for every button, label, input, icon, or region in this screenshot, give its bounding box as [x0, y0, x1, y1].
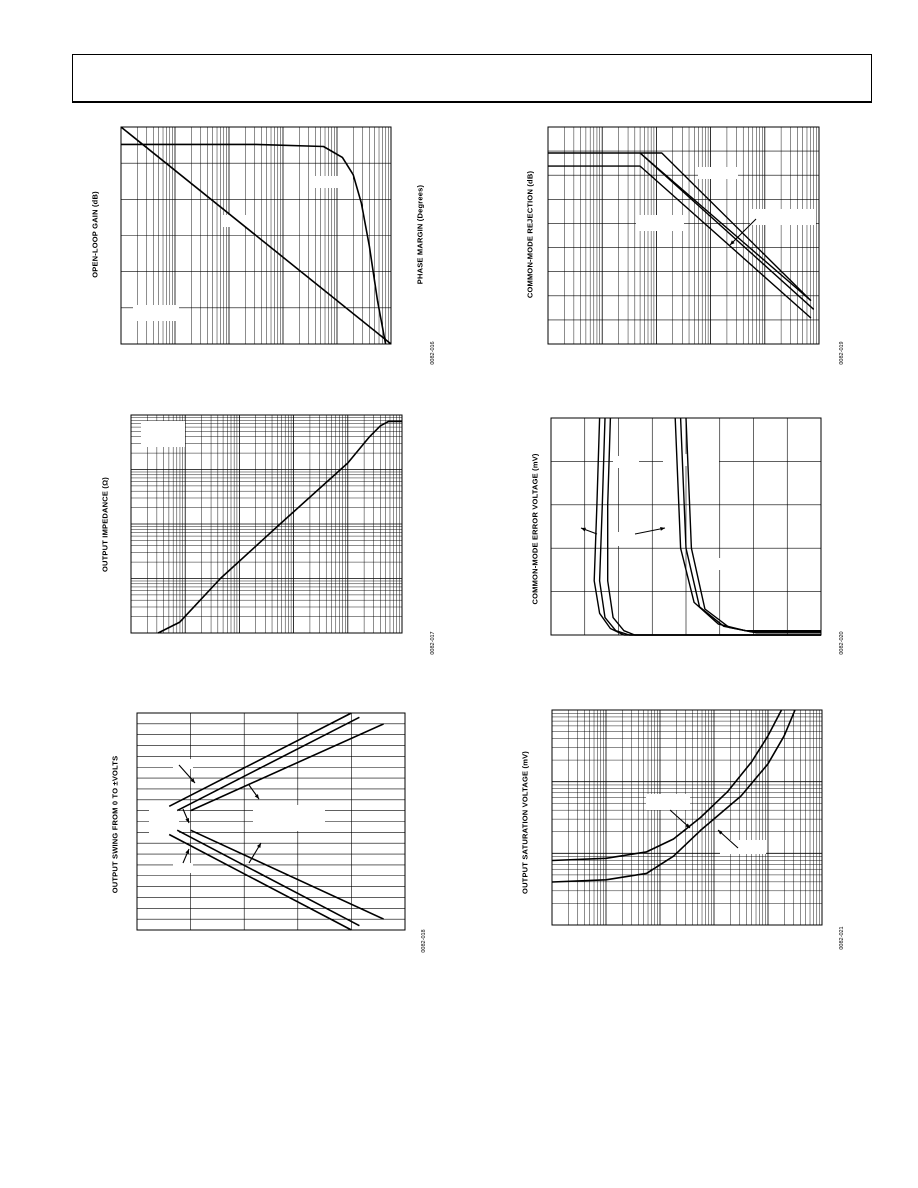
label-mask — [149, 803, 179, 839]
series-line — [169, 835, 351, 931]
common-mode-error-plot — [551, 418, 821, 635]
figure-id: 0082-021 — [839, 926, 845, 950]
y-axis-label: OUTPUT SWING FROM 0 TO ±VOLTS — [110, 755, 120, 894]
series-line — [552, 710, 782, 861]
series-line — [600, 418, 821, 635]
label-mask — [173, 863, 193, 873]
label-mask — [611, 532, 635, 546]
series-line — [169, 713, 351, 806]
y-axis-label: COMMON-MODE REJECTION (dB) — [525, 170, 535, 299]
y-axis-label: OPEN-LOOP GAIN (dB) — [90, 191, 100, 278]
label-mask — [311, 176, 343, 188]
figure-id: 0082-019 — [839, 341, 845, 365]
open-loop-gain-plot — [121, 127, 391, 344]
y-axis-label-right: PHASE MARGIN (Degrees) — [415, 184, 425, 285]
label-mask — [141, 421, 185, 447]
label-mask — [698, 167, 738, 179]
series-line — [608, 418, 821, 635]
figure-id: 0082-017 — [430, 631, 436, 655]
output-impedance-plot — [131, 415, 402, 633]
y-axis-label: OUTPUT IMPEDANCE (Ω) — [100, 477, 110, 573]
label-mask — [646, 794, 690, 810]
label-mask — [133, 305, 179, 321]
figure-id: 0082-020 — [839, 631, 845, 655]
annotation-arrowhead — [581, 528, 586, 532]
output-saturation-plot — [552, 710, 822, 925]
label-mask — [750, 209, 816, 225]
label-mask — [720, 840, 766, 854]
figure-id: 0082-016 — [430, 341, 436, 365]
label-mask — [636, 215, 684, 231]
common-mode-rejection-plot — [548, 127, 819, 344]
output-swing-plot — [137, 713, 405, 930]
series-line — [681, 418, 821, 632]
label-mask — [663, 454, 719, 466]
plot-frame — [552, 710, 822, 925]
label-mask — [691, 558, 751, 570]
y-axis-label: COMMON-MODE ERROR VOLTAGE (mV) — [530, 453, 540, 605]
figure-id: 0082-018 — [421, 929, 427, 953]
y-axis-label: OUTPUT SATURATION VOLTAGE (mV) — [520, 751, 530, 894]
label-mask — [613, 456, 639, 468]
page-header-box — [72, 54, 872, 103]
series-line — [177, 717, 359, 810]
annotation-arrowhead — [660, 527, 665, 531]
label-mask — [173, 759, 193, 769]
label-mask — [253, 805, 325, 831]
series-line — [177, 830, 359, 926]
plot-frame — [548, 127, 819, 344]
series-line — [191, 830, 384, 919]
